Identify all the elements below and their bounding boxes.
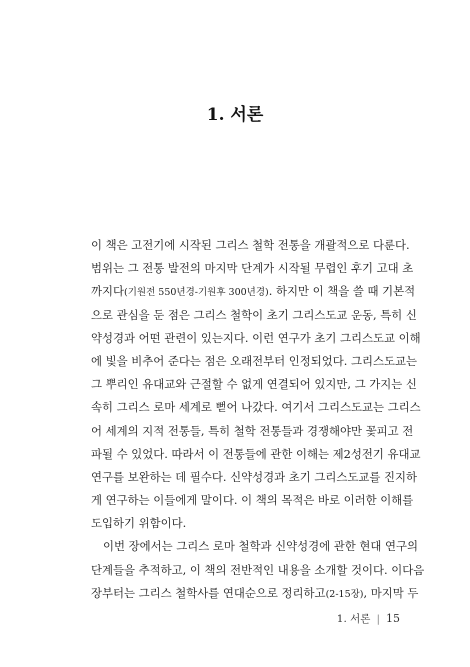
text-line: 속히 그리스 로마 세계로 뻗어 나갔다. 여기서 그리스도교는 그리스 [91, 400, 421, 415]
page-number: 15 [386, 612, 400, 625]
text-line: 어 세계의 지적 전통들, 특히 철학 전통들과 경쟁해야만 꽃피고 전 [91, 423, 414, 438]
text-line: 도입하기 위함이다. [91, 516, 187, 531]
text-line: 게 연구하는 이들에게 말이다. 이 책의 목적은 바로 이러한 이해를 [91, 493, 414, 508]
text-line: 에 빛을 비추어 준다는 점은 오래전부터 인정되었다. 그리스도교는 [91, 353, 418, 368]
page-footer [337, 611, 400, 626]
text-line: 약성경과 어떤 관련이 있는지다. 이런 연구가 초기 그리스도교 이해 [91, 330, 421, 345]
text-line: 단계들을 추적하고, 이 책의 전반적인 내용을 소개할 것이다. 이다음 [91, 562, 425, 577]
chapter-title: 1. 서론 [206, 105, 264, 125]
text-line: 으로 관심을 둔 점은 그리스 철학이 초기 그리스도교 운동, 특히 신 [91, 307, 417, 322]
text-segment: . 하지만 이 책을 쓸 때 기본적 [268, 284, 416, 299]
text-line: 이 책은 고전기에 시작된 그리스 철학 전통을 개괄적으로 다룬다. [91, 238, 410, 252]
chapter-range-note: (2-15장) [325, 588, 364, 600]
text-line [91, 280, 416, 303]
text-line: 연구를 보완하는 데 필수다. 신약성경과 초기 그리스도교를 진지하 [91, 469, 418, 484]
text-line: 범위는 그 전통 발전의 마지막 단계가 시작될 무렵인 후기 고대 초 [91, 261, 414, 276]
date-range-note: (기원전 550년경-기원후 300년경) [124, 287, 269, 299]
text-segment: 까지다 [91, 284, 125, 299]
text-line: 이번 장에서는 그리스 로마 철학과 신약성경에 관한 현대 연구의 [103, 539, 419, 554]
text-line: 파될 수 있었다. 따라서 이 전통들에 관한 이해는 제2성전기 유대교 [91, 446, 421, 461]
running-head: 1. 서론 [336, 613, 371, 625]
text-segment: , 마지막 두 [363, 585, 419, 600]
body-text [91, 234, 425, 605]
text-segment: 장부터는 그리스 철학사를 연대순으로 정리하고 [91, 585, 326, 600]
text-line [91, 582, 419, 605]
footer-divider: | [376, 613, 380, 625]
text-line: 그 뿌리인 유대교와 근절할 수 없게 연결되어 있지만, 그 가지는 신 [91, 377, 417, 392]
